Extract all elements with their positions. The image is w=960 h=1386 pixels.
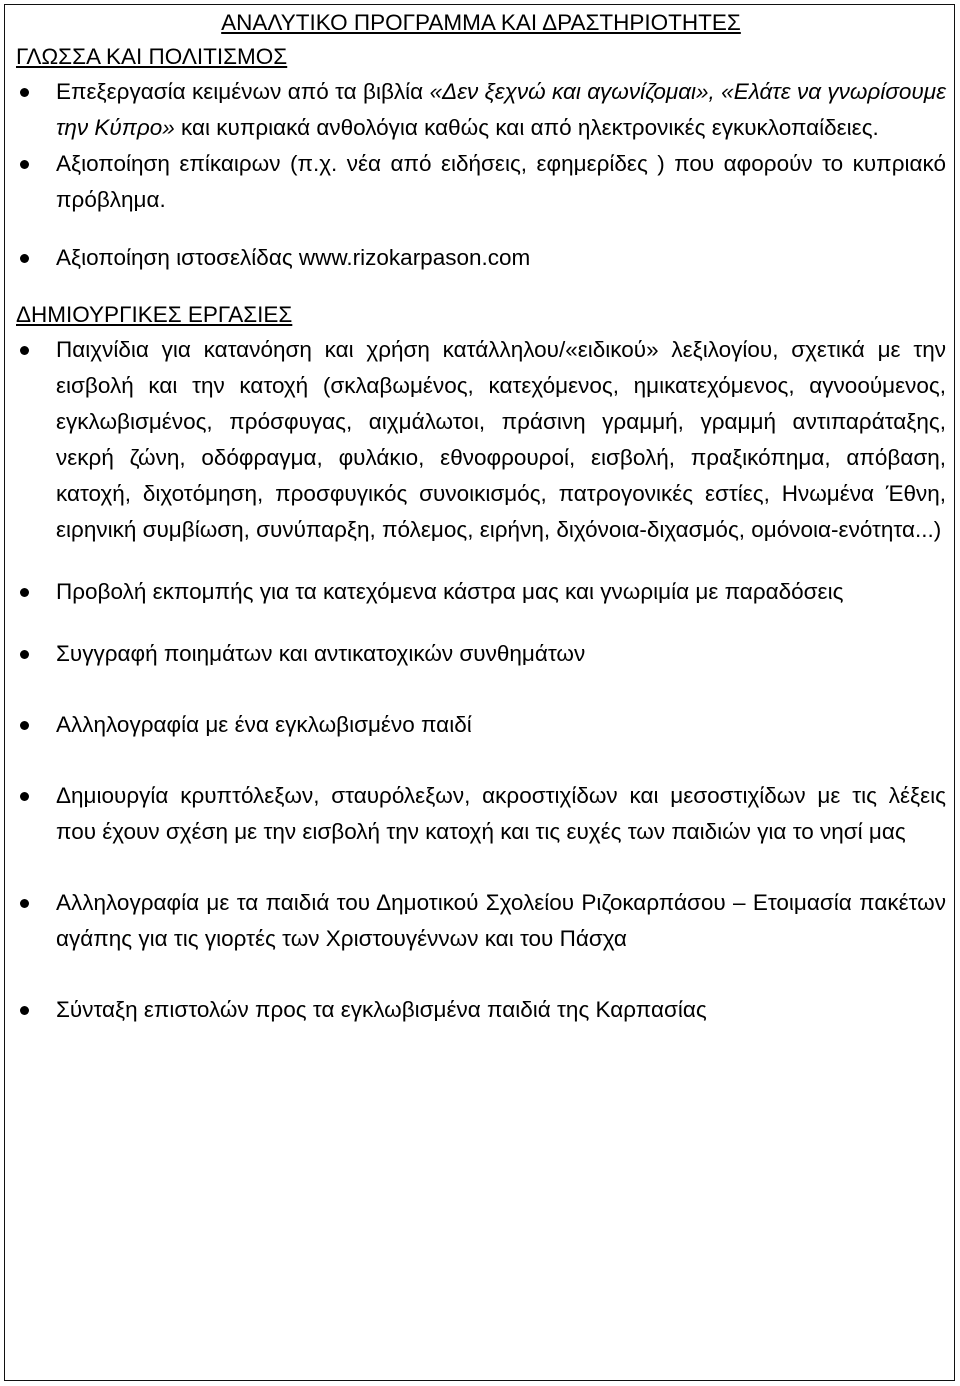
bullet-icon [20, 792, 29, 801]
bullet-icon [20, 346, 29, 355]
list-item-text: Προβολή εκπομπής για τα κατεχόμενα κάστρα μας και γνωριμία με παραδόσεις [56, 579, 844, 604]
list-item-text: Αξιοποίηση ιστοσελίδας www.rizokarpason.com [56, 245, 531, 270]
bullet-icon [20, 1006, 29, 1015]
language-culture-list [16, 74, 946, 276]
list-item-text: Αλληλογραφία με ένα εγκλωβισμένο παιδί [56, 712, 472, 737]
list-item-text: Παιχνίδια για κατανόηση και χρήση κατάλληλου/«ειδικού» λεξιλογίου, σχετικά με την εισβολή και την κατοχή (σκλαβωμένος, κατεχόμενος, ημικατεχόμενος, αγνοούμενος, εγκλωβισμένος, πρόσφυγας, αιχμάλωτοι, πράσινη γραμμή, γραμμή αντιπαράταξης, νεκρή ζώνη, οδόφραγμα, φυλάκιο, εθνοφρουροί, εισβολή, πραξικόπημα, απόβαση, κατοχή, διχοτόμηση, προσφυγικός συνοικισμός, πατρογονικές εστίες, Ηνωμένα Έθνη, ειρηνική συμβίωση, συνύπαρξη, πόλεμος, ειρήνη, διχόνοια-διχασμός, ομόνοια-ενότητα...) [56, 337, 946, 542]
list-item [16, 992, 946, 1028]
list-item-text: Συγγραφή ποιημάτων και αντικατοχικών συνθημάτων [56, 641, 586, 666]
section-heading-language-culture: ΓΛΩΣΣΑ ΚΑΙ ΠΟΛΙΤΙΣΜΟΣ [16, 44, 288, 69]
bullet-icon [20, 88, 29, 97]
list-item [16, 707, 946, 743]
list-item [16, 74, 946, 146]
list-item [16, 332, 946, 548]
book-titles: «Δεν ξεχνώ και αγωνίζομαι», «Ελάτε να γνωρίσουμε την Κύπρο» [56, 79, 946, 140]
bullet-icon [20, 899, 29, 908]
list-item [16, 636, 946, 672]
list-item-text: Αξιοποίηση επίκαιρων (π.χ. νέα από ειδήσεις, εφημερίδες ) που αφορούν το κυπριακό πρόβλημα. [56, 151, 946, 212]
bullet-icon [20, 254, 29, 263]
list-item [16, 240, 946, 276]
list-item [16, 574, 946, 610]
bullet-icon [20, 588, 29, 597]
list-item-text: Επεξεργασία κειμένων από τα βιβλία [56, 79, 430, 104]
list-item-text: Αλληλογραφία με τα παιδιά του Δημοτικού Σχολείου Ριζοκαρπάσου – Ετοιμασία πακέτων αγάπης για τις γιορτές των Χριστουγέννων και του Πάσχα [56, 890, 946, 951]
list-item [16, 146, 946, 218]
section-heading-creative-activities: ΔΗΜΙΟΥΡΓΙΚΕΣ ΕΡΓΑΣΙΕΣ [16, 302, 293, 327]
page-title: ΑΝΑΛΥΤΙΚΟ ΠΡΟΓΡΑΜΜΑ ΚΑΙ ΔΡΑΣΤΗΡΙΟΤΗΤΕΣ [221, 10, 741, 35]
creative-activities-list [16, 332, 946, 1028]
list-item [16, 778, 946, 850]
list-item [16, 885, 946, 957]
bullet-icon [20, 721, 29, 730]
list-item-text: και κυπριακά ανθολόγια καθώς και από ηλεκτρονικές εγκυκλοπαίδειες. [174, 115, 879, 140]
list-item-text: Δημιουργία κρυπτόλεξων, σταυρόλεξων, ακροστιχίδων και μεσοστιχίδων με τις λέξεις που έχουν σχέση με την εισβολή την κατοχή και τις ευχές των παιδιών για το νησί μας [56, 783, 946, 844]
document-content [16, 6, 946, 1028]
bullet-icon [20, 650, 29, 659]
bullet-icon [20, 160, 29, 169]
list-item-text: Σύνταξη επιστολών προς τα εγκλωβισμένα παιδιά της Καρπασίας [56, 997, 707, 1022]
